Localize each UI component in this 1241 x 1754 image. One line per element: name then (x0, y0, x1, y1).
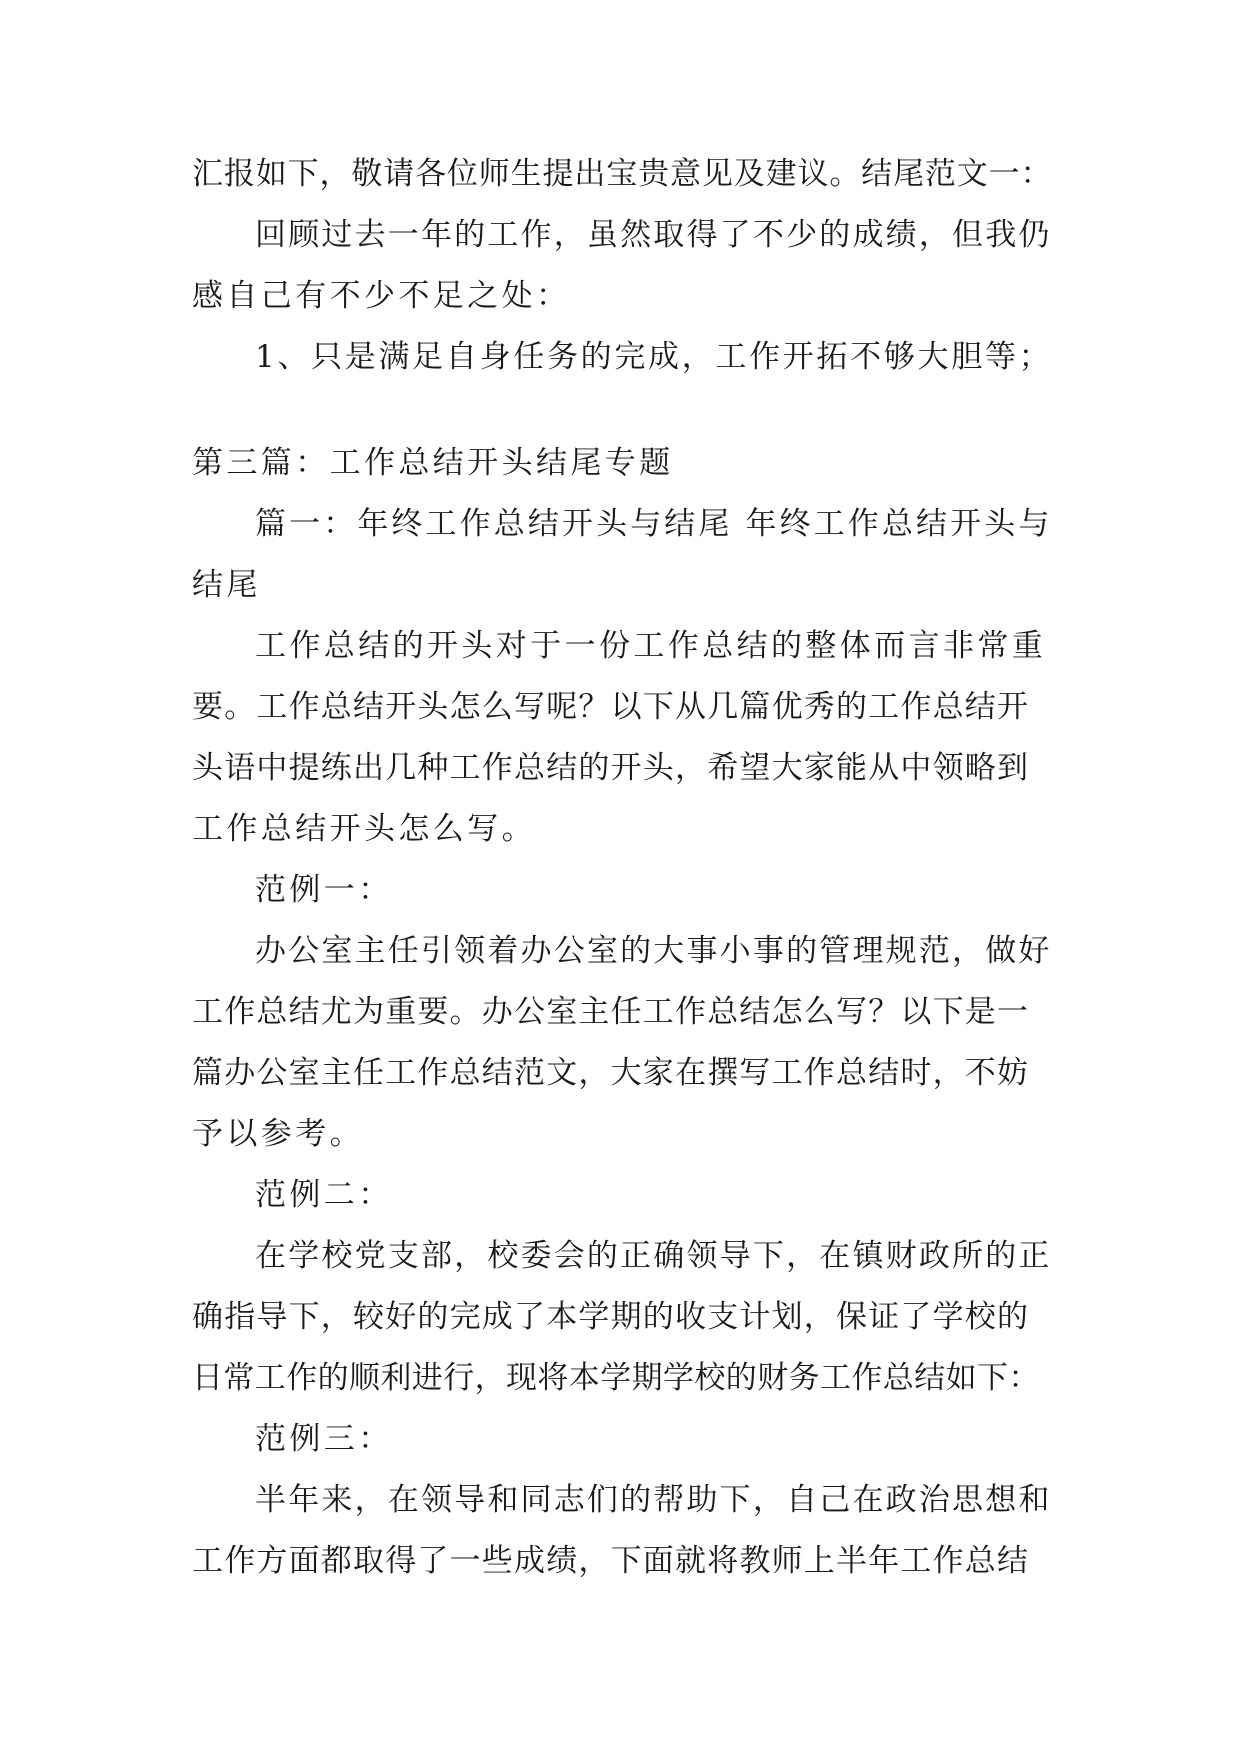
text-line: 篇一：年终工作总结开头与结尾 年终工作总结开头与 (255, 506, 1053, 542)
text-line: 回顾过去一年的工作，虽然取得了不少的成绩，但我仍 (255, 217, 1052, 253)
text-line: 结尾 (192, 567, 261, 603)
text-line: 日常工作的顺利进行，现将本学期学校的财务工作总结如下： (192, 1360, 1040, 1396)
document-body (192, 155, 1052, 1603)
text-line: 头语中提练出几种工作总结的开头，希望大家能从中领略到 (192, 750, 1030, 786)
text-line: 汇报如下，敬请各位师生提出宝贵意见及建议。结尾范文一： (192, 156, 1053, 192)
text-line: 确指导下，较好的完成了本学期的收支计划，保证了学校的 (192, 1299, 1030, 1335)
text-line: 工作总结开头怎么写。 (192, 811, 536, 847)
text-line: 办公室主任引领着办公室的大事小事的管理规范，做好 (255, 933, 1052, 969)
example-label: 范例二： (255, 1177, 393, 1213)
text-line: 工作总结的开头对于一份工作总结的整体而言非常重 (255, 628, 1047, 664)
text-line: 半年来，在领导和同志们的帮助下，自己在政治思想和 (255, 1482, 1052, 1518)
section-heading: 第三篇：工作总结开头结尾专题 (192, 445, 674, 481)
example-label: 范例一： (255, 872, 393, 908)
text-line: 1、只是满足自身任务的完成，工作开拓不够大胆等； (255, 339, 1053, 375)
text-line: 在学校党支部，校委会的正确领导下，在镇财政所的正 (255, 1238, 1052, 1274)
example-label: 范例三： (255, 1421, 393, 1457)
text-line: 予以参考。 (192, 1116, 364, 1152)
text-line: 工作总结尤为重要。办公室主任工作总结怎么写？以下是一 (192, 994, 1030, 1030)
text-line: 要。工作总结开头怎么写呢？以下从几篇优秀的工作总结开 (192, 689, 1030, 725)
text-line: 篇办公室主任工作总结范文，大家在撰写工作总结时，不妨 (192, 1055, 1030, 1091)
text-line: 工作方面都取得了一些成绩，下面就将教师上半年工作总结 (192, 1543, 1030, 1579)
text-line: 感自己有不少不足之处： (192, 278, 571, 314)
